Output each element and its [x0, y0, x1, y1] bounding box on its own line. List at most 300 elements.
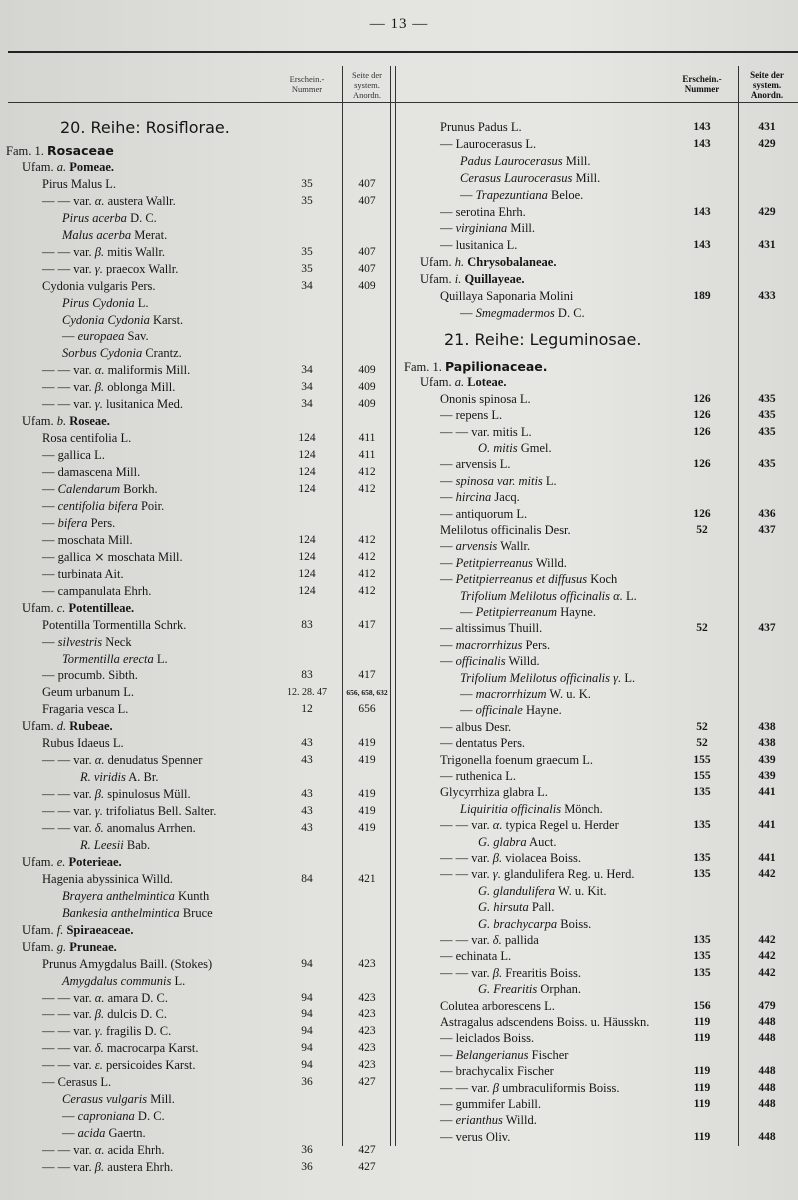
entry-name-part: umbraculiformis Boiss. — [499, 1080, 620, 1095]
entry-row — [0, 973, 395, 990]
entry-row — [398, 358, 798, 375]
entry-row — [0, 396, 395, 413]
entry-name-part: — — var. — [42, 990, 95, 1005]
entry-row — [398, 965, 798, 982]
entry-name-part: glandulifera Reg. u. Herd. — [500, 867, 635, 882]
entry-row — [398, 784, 798, 801]
entry-name — [22, 939, 117, 956]
entry-name-part: L. — [621, 670, 636, 685]
entry-name-part: — lusitanica L. — [440, 238, 518, 253]
entry-name-part: Poir. — [137, 498, 165, 513]
entry-name-part: γ. — [492, 867, 501, 882]
entry-name-part: δ. — [94, 821, 104, 835]
entry-row — [0, 1040, 395, 1057]
entry-name — [460, 305, 585, 322]
entry-name-part: — — var. — [42, 804, 95, 819]
entry-name-part: Glycyrrhiza glabra L. — [440, 785, 548, 800]
entry-name-part: Ononis spinosa L. — [440, 391, 531, 406]
entry-name — [478, 883, 607, 900]
entry-name-part: — — var. — [42, 1058, 95, 1073]
entry-name — [420, 254, 556, 271]
entry-name — [440, 538, 530, 555]
entry-row — [0, 549, 395, 566]
entry-row — [398, 817, 798, 834]
entry-name-part: Fam. 1. — [6, 144, 47, 158]
entry-row — [0, 515, 395, 532]
entry-row — [0, 142, 395, 159]
entry-name-part: dulcis D. C. — [104, 1007, 167, 1022]
entry-name-part: — moschata Mill. — [42, 532, 133, 547]
entry-name-part: — verus Oliv. — [440, 1129, 511, 1144]
entry-name-part: Rosaceae — [46, 143, 114, 158]
entry-name-part: — — var. — [42, 821, 95, 835]
page-reference: 441 — [758, 819, 776, 832]
entry-name — [42, 532, 133, 549]
entry-name-part: Potentilla Tormentilla Schrk. — [42, 617, 187, 632]
entry-name-part: Prunus Amygdalus Baill. (Stokes) — [42, 956, 213, 971]
entry-row — [398, 768, 798, 785]
issue-number: 124 — [298, 432, 316, 445]
page-reference: 437 — [758, 622, 776, 635]
entry-name-part: Neck — [102, 634, 132, 649]
entry-name-part: Roseae. — [69, 414, 110, 429]
entry-name-part: L. — [542, 473, 557, 488]
issue-number: 52 — [696, 524, 708, 536]
entry-row — [398, 288, 798, 305]
page-reference: 439 — [758, 753, 776, 766]
entry-name-part: — — [440, 654, 456, 669]
page-reference: 479 — [758, 999, 776, 1012]
entry-name-part: hircina — [455, 490, 492, 505]
entry-name — [460, 588, 637, 605]
issue-number: 126 — [693, 409, 711, 422]
entry-row — [0, 820, 395, 837]
entry-name-part: e. — [56, 854, 66, 869]
entry-name — [62, 312, 183, 329]
entry-name — [460, 187, 583, 204]
entry-name — [440, 237, 517, 254]
entry-name-part: ε. — [94, 1058, 103, 1073]
issue-number: 52 — [696, 720, 708, 733]
page-reference: 435 — [758, 458, 776, 471]
entry-row — [0, 430, 395, 447]
issue-number: 34 — [301, 381, 313, 394]
entry-row — [398, 1014, 798, 1031]
issue-number: 94 — [301, 1008, 313, 1021]
entry-name-part: acida Ehrh. — [104, 1143, 165, 1158]
entry-name — [42, 396, 183, 413]
entry-row — [398, 305, 798, 322]
issue-number: 34 — [301, 364, 313, 377]
entry-name-part: Fischer — [528, 1047, 569, 1062]
entry-name-part: — — var. — [42, 1160, 95, 1174]
entry-name-part: β. — [492, 851, 503, 865]
issue-number: 12. 28. 47 — [287, 687, 327, 699]
entry-name-part: — — [440, 555, 456, 570]
entry-name-part: Smegmadermos — [475, 305, 555, 320]
entry-name-part: Liquiritia officinalis — [460, 801, 562, 816]
page-reference: 439 — [758, 770, 776, 782]
right-series-heading: 21. Reihe: Leguminosae. — [444, 330, 642, 349]
entry-name-part: — brachycalix Fischer — [440, 1064, 554, 1079]
entry-name-part: A. Br. — [125, 770, 159, 785]
entry-name-part: — turbinata Ait. — [42, 566, 124, 581]
left-series-heading: 20. Reihe: Rosiflorae. — [60, 118, 230, 137]
entry-row — [398, 719, 798, 736]
entry-row — [398, 119, 798, 136]
page-reference: 448 — [758, 1081, 776, 1094]
entry-name-part: — — var. — [440, 818, 493, 833]
entry-name-part: Ufam. — [22, 854, 57, 869]
entry-name — [478, 440, 552, 457]
entry-name — [440, 506, 527, 523]
entry-row — [0, 312, 395, 329]
entry-row — [398, 916, 798, 933]
entry-row — [398, 1112, 798, 1129]
entry-name-part: γ. — [94, 804, 103, 819]
entry-name — [62, 210, 157, 227]
entry-row — [398, 686, 798, 703]
page-reference: 409 — [358, 381, 376, 394]
page-reference: 419 — [358, 788, 376, 801]
entry-row — [398, 735, 798, 752]
page-reference: 417 — [358, 618, 376, 631]
entry-name-part: — — [62, 1126, 78, 1141]
issue-number: 124 — [298, 567, 316, 580]
entry-name — [42, 193, 176, 210]
entry-name-part: G. glandulifera — [478, 883, 556, 898]
issue-number: 12 — [301, 703, 313, 716]
entry-name-part: — — [460, 687, 476, 701]
issue-number: 135 — [693, 868, 711, 881]
entry-name — [420, 271, 525, 288]
entry-name-part: — — [440, 473, 456, 488]
issue-number: 124 — [298, 533, 316, 546]
left-issue-header-text: Erschein.- Nummer — [289, 74, 325, 94]
page-reference: 412 — [358, 584, 376, 597]
entry-name — [62, 1091, 175, 1108]
entry-row — [398, 998, 798, 1015]
issue-number: 43 — [301, 737, 313, 750]
entry-row — [0, 990, 395, 1007]
page-reference: 423 — [358, 1025, 376, 1038]
entry-row — [0, 837, 395, 854]
issue-number: 156 — [693, 999, 711, 1012]
entry-row — [398, 1096, 798, 1113]
issue-number: 124 — [298, 449, 316, 462]
page-reference: 412 — [358, 466, 376, 479]
entry-name-part: — — [440, 1113, 456, 1128]
entry-name — [440, 948, 511, 965]
issue-number: 83 — [301, 669, 313, 682]
entry-row — [398, 620, 798, 637]
entry-name-part: — albus Desr. — [440, 719, 512, 734]
entry-name — [440, 456, 510, 473]
entry-name — [440, 204, 526, 221]
entry-row — [398, 489, 798, 506]
entry-name-part: Bab. — [123, 837, 151, 852]
entry-row — [0, 379, 395, 396]
entry-name-part: α. — [94, 990, 105, 1005]
entry-name-part: spinosa var. mitis — [455, 473, 543, 488]
entry-row — [398, 866, 798, 883]
entry-row — [398, 653, 798, 670]
entry-name — [22, 718, 113, 735]
entry-name-part: Prunus Padus L. — [440, 120, 522, 134]
page-reference: 448 — [758, 1098, 776, 1110]
issue-number: 189 — [693, 290, 711, 302]
entry-row — [0, 447, 395, 464]
entry-name — [440, 752, 593, 769]
entry-name-part: — — var. — [440, 1080, 493, 1095]
page-reference: 437 — [758, 524, 776, 536]
entry-name-part: — — var. — [440, 965, 493, 980]
entry-row — [398, 153, 798, 170]
entry-row — [398, 204, 798, 221]
issue-number: 126 — [693, 392, 711, 405]
entry-name — [42, 684, 134, 701]
entry-name-part: Cydonia vulgaris Pers. — [42, 278, 156, 293]
page-reference: 423 — [358, 1042, 376, 1055]
entry-name — [42, 261, 178, 278]
entry-row — [0, 854, 395, 871]
entry-name-part: spinulosus Müll. — [104, 787, 191, 802]
entry-name — [42, 583, 151, 600]
entry-name-part: Petitpierreanum — [475, 605, 558, 619]
left-page-column-header — [343, 70, 391, 100]
entry-name-part: — — var. — [42, 787, 95, 802]
entry-name-part: c. — [56, 600, 66, 615]
entry-name-part: Pers. — [87, 515, 116, 530]
entry-name — [42, 803, 216, 820]
issue-number: 135 — [693, 934, 711, 946]
entry-name-part: Fam. 1. — [404, 360, 445, 374]
entry-row — [0, 1023, 395, 1040]
entry-name-part: γ. — [94, 1024, 103, 1039]
page-reference: 407 — [358, 194, 376, 207]
right-page-header-text: Seite der system. Anordn. — [750, 70, 784, 100]
entry-row — [398, 1030, 798, 1047]
issue-number: 83 — [301, 618, 313, 631]
entry-name — [440, 768, 516, 785]
page-reference: 423 — [358, 991, 376, 1004]
entry-name-part: β. — [94, 787, 105, 802]
entry-name-part: — — var. — [42, 1041, 95, 1056]
issue-number: 94 — [301, 1059, 313, 1072]
entry-name-part: Willd. — [505, 654, 540, 669]
left-page-header-text: Seite der system. Anordn. — [352, 70, 382, 100]
entry-row — [398, 237, 798, 254]
entry-row — [398, 752, 798, 769]
entry-name-part: — — var. — [42, 380, 95, 395]
entry-name-part: h. — [454, 255, 465, 270]
entry-name-part: fragilis D. C. — [102, 1024, 172, 1039]
entry-name-part: europaea — [77, 329, 125, 344]
issue-number: 126 — [693, 507, 711, 520]
page-reference: 419 — [358, 754, 376, 767]
entry-name-part: denudatus Spenner — [104, 753, 203, 768]
entry-row — [0, 1091, 395, 1108]
entry-name-part: — — var. — [42, 193, 95, 208]
entry-row — [398, 424, 798, 441]
entry-name-part: praecox Wallr. — [102, 261, 179, 276]
entry-row — [0, 481, 395, 498]
entry-name — [440, 407, 502, 424]
entry-name-part: γ. — [94, 397, 103, 412]
entry-name-part: — — [42, 515, 58, 530]
entry-name-part: — — var. mitis L. — [440, 424, 532, 439]
entry-name — [62, 227, 167, 244]
entry-name-part: — gallica L. — [42, 448, 105, 463]
page-reference: 407 — [358, 177, 376, 190]
entry-name-part: Borkh. — [120, 482, 158, 496]
issue-number: 135 — [693, 852, 711, 864]
entry-row — [398, 254, 798, 271]
page-reference: 407 — [358, 245, 376, 258]
entry-name-part: — — var. — [42, 753, 95, 768]
entry-row — [0, 718, 395, 735]
entry-row — [0, 413, 395, 430]
entry-name-part: Trigonella foenum graecum L. — [440, 752, 593, 767]
entry-name — [62, 295, 148, 312]
entry-name — [440, 1096, 541, 1113]
entry-name-part: bifera — [57, 515, 88, 530]
entry-name-part: Pirus acerba — [62, 210, 127, 225]
issue-number: 119 — [693, 1032, 711, 1045]
entry-name-part: Trapezuntiana — [475, 187, 548, 202]
entry-name-part: Ufam. — [22, 414, 57, 429]
entry-row — [398, 834, 798, 851]
entry-name-part: — — [440, 1047, 456, 1062]
issue-number: 43 — [301, 754, 313, 767]
entry-name — [440, 571, 617, 588]
entry-name-part: — campanulata Ehrh. — [42, 583, 152, 598]
entry-name — [22, 600, 134, 617]
issue-number: 135 — [693, 950, 711, 963]
header-rule — [8, 102, 798, 103]
entry-row — [0, 617, 395, 634]
issue-number: 94 — [301, 1025, 313, 1038]
entry-name — [42, 701, 128, 718]
entry-row — [398, 1080, 798, 1097]
entry-name-part: acida — [77, 1126, 106, 1141]
entry-name-part: Mill. — [562, 153, 591, 168]
entry-name — [42, 786, 191, 803]
entry-row — [0, 752, 395, 769]
entry-name-part: erianthus — [455, 1113, 503, 1128]
entry-name-part: Tormentilla erecta — [62, 651, 154, 666]
issue-number: 36 — [301, 1144, 313, 1157]
entry-name — [440, 932, 539, 949]
entry-name-part: Mönch. — [561, 801, 603, 816]
entry-name-part: Ufam. — [22, 922, 57, 937]
entry-name — [440, 1112, 537, 1129]
entry-name — [460, 670, 635, 687]
entry-name-part: Auct. — [526, 834, 557, 849]
entry-name-part: — Laurocerasus L. — [440, 136, 537, 151]
entry-name-part: — — [62, 329, 78, 344]
entry-name-part: — — [440, 490, 456, 505]
page-reference: 438 — [758, 720, 776, 733]
entry-name — [440, 719, 511, 736]
entry-name — [440, 522, 571, 539]
entry-name-part: W. u. K. — [546, 687, 591, 701]
page-reference: 417 — [358, 669, 376, 682]
entry-row — [0, 295, 395, 312]
entry-row — [398, 981, 798, 998]
entry-name-part: Pirus Malus L. — [42, 176, 116, 191]
entry-name-part: — — var. — [42, 1143, 95, 1158]
page-reference: 435 — [758, 409, 776, 422]
entry-row — [0, 176, 395, 193]
entry-name-part: Potentilleae. — [68, 600, 135, 615]
entry-row — [398, 899, 798, 916]
entry-name — [42, 176, 116, 193]
entry-name-part: α. — [492, 818, 503, 833]
entry-row — [0, 956, 395, 973]
issue-number: 94 — [301, 991, 313, 1004]
page-reference: 419 — [358, 737, 376, 750]
entry-name — [440, 637, 550, 654]
entry-row — [0, 278, 395, 295]
entry-name-part: Willd. — [502, 1113, 537, 1128]
entry-name-part: macrorrhizus — [455, 637, 523, 652]
entry-name — [460, 604, 596, 621]
issue-number: 126 — [693, 458, 711, 471]
entry-name-part: — — var. — [42, 1007, 95, 1022]
entry-name-part: Wallr. — [497, 539, 531, 554]
entry-name-part: officinalis — [455, 654, 506, 669]
issue-number: 143 — [693, 205, 711, 218]
issue-number: 124 — [298, 550, 316, 563]
entry-name — [42, 1006, 167, 1023]
entry-name — [62, 651, 168, 668]
entry-name-part: α. — [94, 363, 105, 378]
entry-name-part: Crantz. — [142, 346, 182, 361]
entry-name-part: Merat. — [131, 227, 168, 242]
entry-name-part: — procumb. Sibth. — [42, 668, 138, 683]
issue-number: 52 — [696, 737, 708, 750]
entry-row — [398, 136, 798, 153]
entry-name-part: — dentatus Pers. — [440, 736, 526, 751]
entry-name — [42, 515, 115, 532]
entry-row — [398, 555, 798, 572]
entry-name-part: Beloe. — [547, 187, 584, 202]
entry-row — [0, 735, 395, 752]
entry-name — [460, 170, 600, 187]
entry-name-part: Sorbus Cydonia — [62, 346, 143, 361]
entry-name-part: Ufam. — [420, 272, 455, 287]
entry-name-part: Quillaya Saponaria Molini — [440, 289, 574, 303]
issue-number: 124 — [298, 483, 316, 495]
entry-name-part: Trifolium Melilotus officinalis γ. — [460, 670, 622, 685]
entry-name-part: — — [460, 305, 476, 320]
entry-name-part: Pall. — [528, 900, 555, 915]
page-reference: 419 — [358, 822, 376, 834]
entry-name-part: — altissimus Thuill. — [440, 621, 543, 636]
entry-name — [42, 1040, 198, 1057]
entry-name-part: Loteae. — [467, 375, 507, 390]
left-issue-column-header — [272, 74, 342, 94]
entry-name-part: — — [42, 498, 58, 513]
entry-name — [440, 391, 531, 408]
entry-row — [0, 464, 395, 481]
entry-name — [22, 854, 122, 871]
entry-row — [398, 407, 798, 424]
entry-name-part: Mill. — [572, 170, 601, 185]
entry-name-part: Cydonia Cydonia — [62, 312, 150, 327]
entry-name — [440, 1063, 554, 1080]
